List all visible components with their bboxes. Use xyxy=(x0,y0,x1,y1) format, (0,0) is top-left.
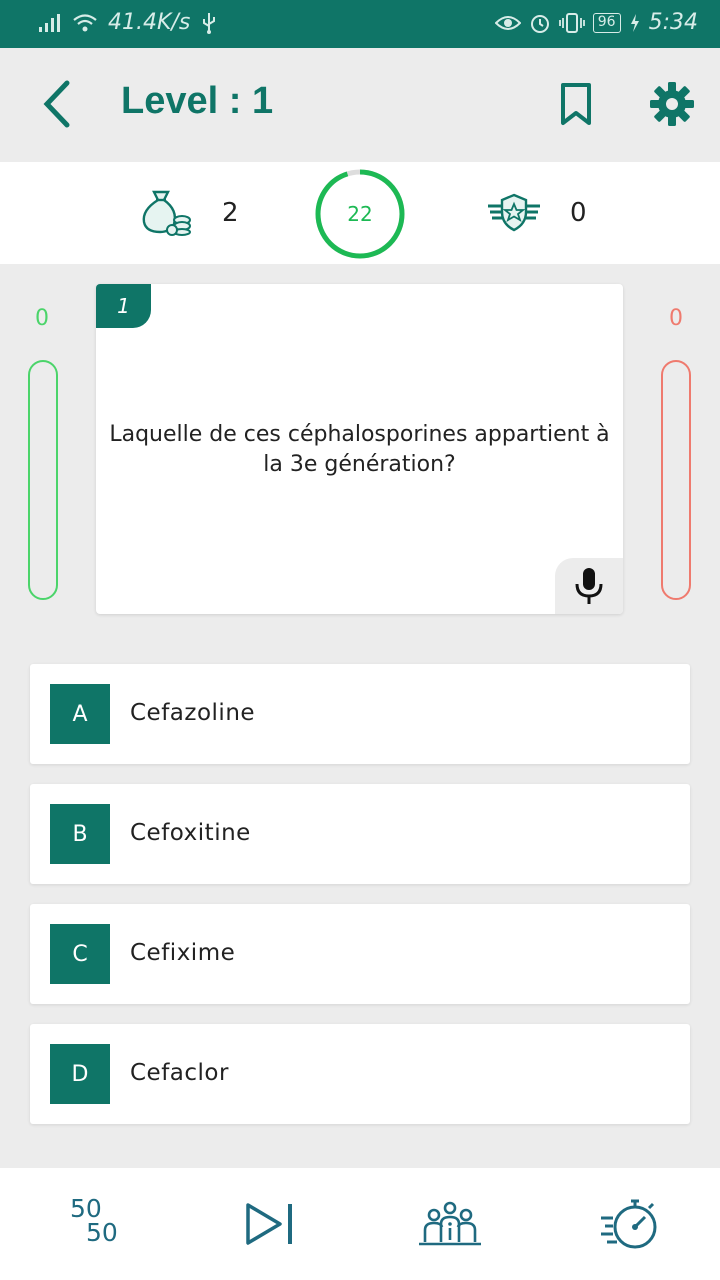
answer-option-c[interactable] xyxy=(30,904,690,1004)
skip-button[interactable] xyxy=(234,1194,306,1254)
extra-time-button[interactable] xyxy=(594,1194,666,1254)
audience-icon xyxy=(417,1200,483,1248)
bookmark-icon xyxy=(556,82,596,126)
stopwatch-icon xyxy=(599,1196,661,1252)
lifeline-bar xyxy=(0,1168,720,1280)
answer-text: Cefaclor xyxy=(130,1060,229,1086)
question-card xyxy=(96,284,623,614)
answer-letter: B xyxy=(50,804,110,864)
app-bar xyxy=(0,48,720,160)
stats-bar xyxy=(0,162,720,264)
answer-letter: A xyxy=(50,684,110,744)
answer-text: Cefazoline xyxy=(130,700,256,726)
microphone-icon xyxy=(573,566,605,606)
battery-indicator: 96 xyxy=(593,13,621,33)
chevron-left-icon xyxy=(39,79,73,129)
answer-letter: C xyxy=(50,924,110,984)
bookmark-button[interactable] xyxy=(556,82,596,126)
answer-text: Cefoxitine xyxy=(130,820,251,846)
microphone-button[interactable] xyxy=(555,558,623,614)
audience-button[interactable] xyxy=(414,1194,486,1254)
usb-icon xyxy=(200,12,218,34)
settings-button[interactable] xyxy=(648,80,696,128)
signal-icon xyxy=(38,13,62,33)
wifi-icon xyxy=(72,13,98,33)
status-right xyxy=(495,10,698,35)
wrong-count: 0 xyxy=(669,306,683,331)
money-bag-icon xyxy=(140,186,194,236)
fifty-top: 50 xyxy=(70,1194,102,1223)
clock: 5:34 xyxy=(648,10,698,35)
correct-count: 0 xyxy=(35,306,49,331)
network-speed: 41.4K/s xyxy=(108,10,191,35)
skip-next-icon xyxy=(244,1201,296,1247)
page-title: Level : 1 xyxy=(121,80,274,122)
answer-option-b[interactable] xyxy=(30,784,690,884)
coins-count: 2 xyxy=(222,198,239,228)
answer-letter: D xyxy=(50,1044,110,1104)
answer-option-a[interactable] xyxy=(30,664,690,764)
fifty-fifty-button[interactable] xyxy=(54,1194,126,1254)
answer-option-d[interactable] xyxy=(30,1024,690,1124)
gear-icon xyxy=(648,80,696,128)
status-bar xyxy=(0,0,720,48)
vibrate-icon xyxy=(559,12,585,34)
eye-icon xyxy=(495,13,521,33)
question-text: Laquelle de ces céphalosporines appartient à la 3e génération? xyxy=(109,422,610,477)
alarm-icon xyxy=(529,12,551,34)
back-button[interactable] xyxy=(30,74,82,134)
fifty-fifty-icon xyxy=(60,1196,120,1252)
fifty-bottom: 50 xyxy=(86,1218,118,1247)
badges-count: 0 xyxy=(570,198,587,228)
answer-text: Cefixime xyxy=(130,940,236,966)
correct-progress-bar xyxy=(28,360,58,600)
shield-badge-icon xyxy=(486,192,542,232)
charging-icon xyxy=(629,13,641,33)
wrong-progress-bar xyxy=(661,360,691,600)
status-left xyxy=(38,10,218,35)
timer-value: 22 xyxy=(347,202,373,226)
question-number: 1 xyxy=(96,284,151,328)
